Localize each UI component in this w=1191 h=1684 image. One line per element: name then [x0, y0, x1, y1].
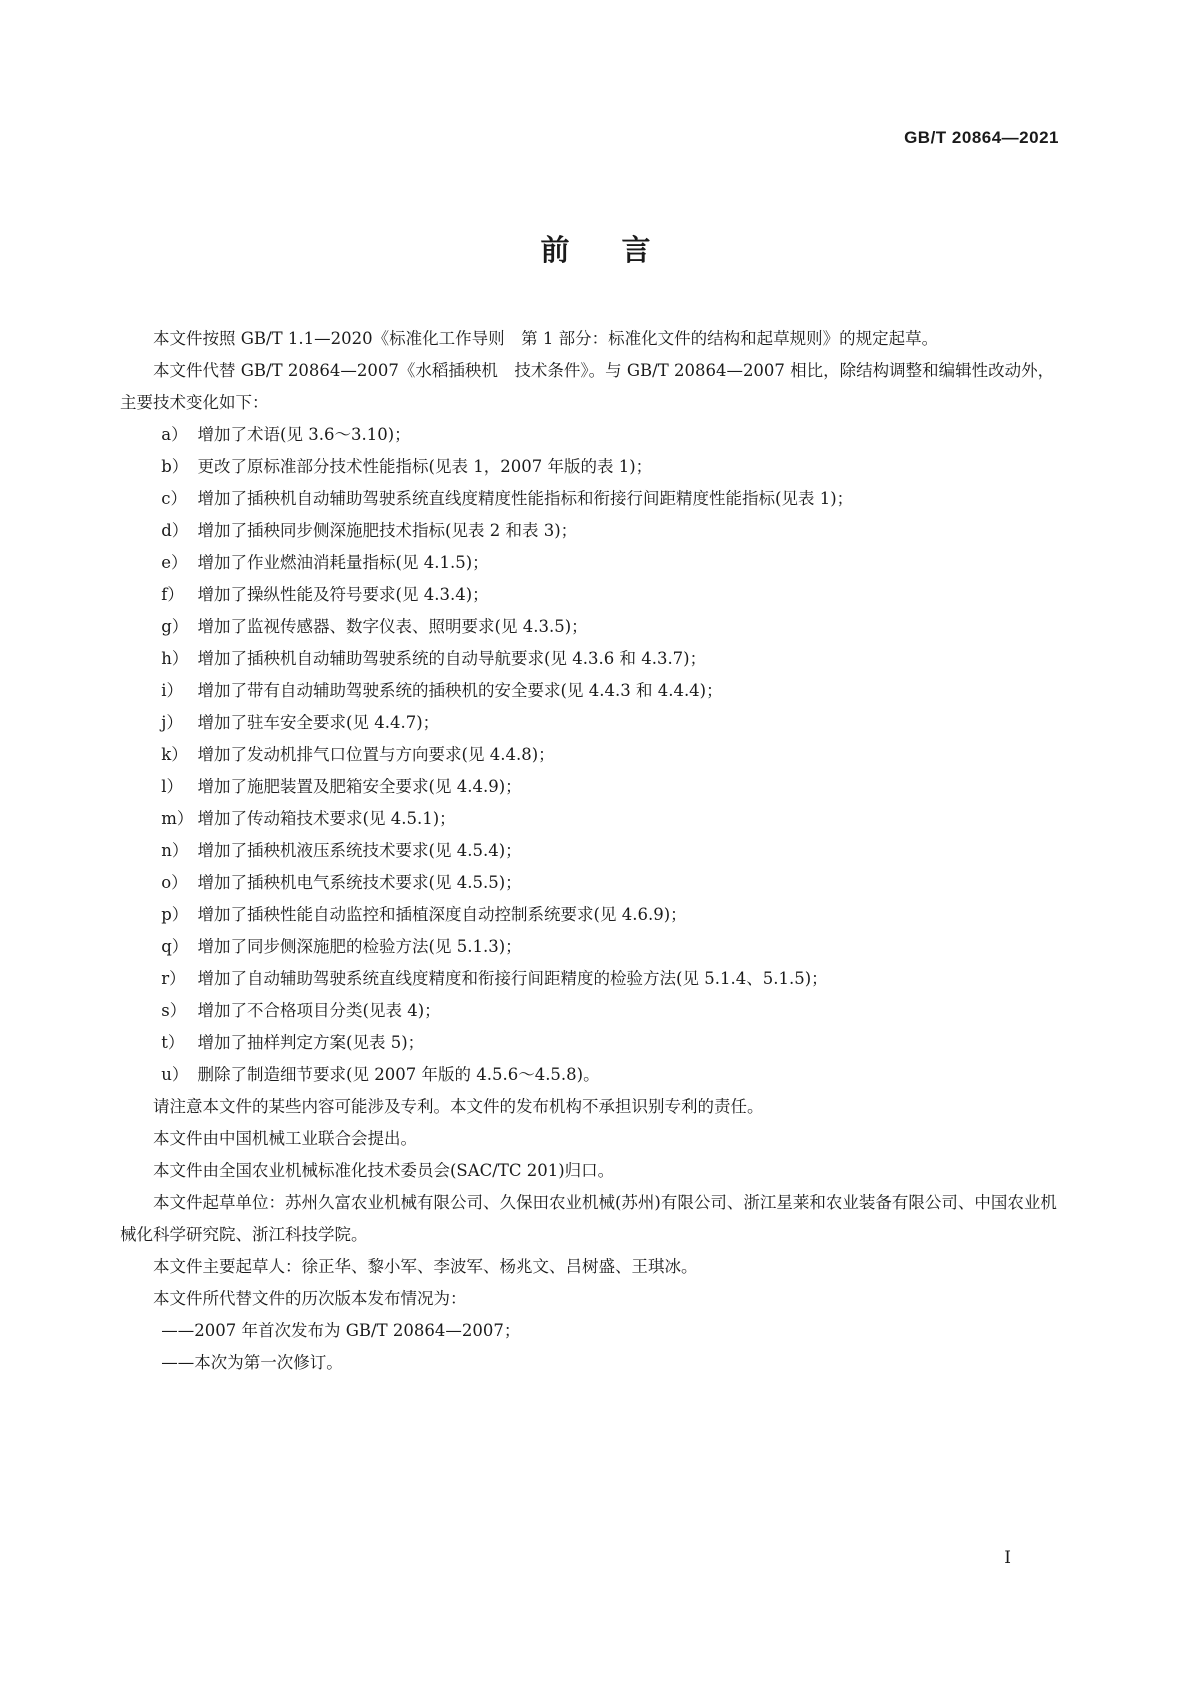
list-marker: c）: [161, 489, 187, 508]
list-item: [120, 995, 1060, 1027]
list-item: [120, 771, 1060, 803]
list-item-text: 增加了操纵性能及符号要求(见 4.3.4)；: [197, 585, 489, 604]
list-marker: r）: [161, 969, 186, 988]
list-item: [120, 835, 1060, 867]
paragraph-drafters: 本文件主要起草人：徐正华、黎小军、李波军、杨兆文、吕树盛、王琪冰。: [153, 1257, 698, 1276]
changes-list: [120, 419, 1060, 1091]
list-item-text: 增加了传动箱技术要求(见 4.5.1)；: [197, 809, 456, 828]
list-item: [120, 963, 1060, 995]
list-item-text: 增加了作业燃油消耗量指标(见 4.1.5)；: [197, 553, 489, 572]
list-marker: p）: [161, 905, 189, 924]
list-marker: n）: [161, 841, 189, 860]
list-marker: d）: [161, 521, 189, 540]
history-item: ——2007 年首次发布为 GB/T 20864—2007；: [161, 1321, 521, 1340]
list-item-text: 增加了发动机排气口位置与方向要求(见 4.4.8)；: [197, 745, 555, 764]
list-item-text: 增加了插秧性能自动监控和插植深度自动控制系统要求(见 4.6.9)；: [197, 905, 687, 924]
list-marker: q）: [161, 937, 189, 956]
list-item-text: 增加了同步侧深施肥的检验方法(见 5.1.3)；: [197, 937, 522, 956]
list-marker: a）: [161, 425, 188, 444]
list-item-text: 增加了施肥装置及肥箱安全要求(见 4.4.9)；: [197, 777, 522, 796]
list-marker: k）: [161, 745, 188, 764]
list-item: [120, 611, 1060, 643]
list-item-text: 删除了制造细节要求(见 2007 年版的 4.5.6～4.5.8)。: [197, 1065, 600, 1084]
list-item: [120, 707, 1060, 739]
list-item-text: 增加了抽样判定方案(见表 5)；: [197, 1033, 425, 1052]
list-marker: b）: [161, 457, 189, 476]
list-item: [120, 739, 1060, 771]
paragraph-version-history: 本文件所代替文件的历次版本发布情况为：: [153, 1289, 467, 1308]
paragraph-under-jurisdiction: 本文件由全国农业机械标准化技术委员会(SAC/TC 201)归口。: [153, 1161, 615, 1180]
standard-number: GB/T 20864—2021: [904, 128, 1059, 147]
list-item-text: 增加了不合格项目分类(见表 4)；: [197, 1001, 441, 1020]
list-item: [120, 451, 1060, 483]
page-number: I: [1004, 1548, 1011, 1568]
list-item-text: 增加了带有自动辅助驾驶系统的插秧机的安全要求(见 4.4.3 和 4.4.4)；: [197, 681, 723, 700]
paragraph-patent-notice: 请注意本文件的某些内容可能涉及专利。本文件的发布机构不承担识别专利的责任。: [153, 1097, 764, 1116]
history-item: ——本次为第一次修订。: [161, 1353, 343, 1372]
list-marker: u）: [161, 1065, 189, 1084]
list-item: [120, 1027, 1060, 1059]
list-item: [120, 931, 1060, 963]
list-item-text: 增加了插秧机液压系统技术要求(见 4.5.4)；: [197, 841, 522, 860]
list-item: [120, 675, 1060, 707]
paragraph-drafting-units: 本文件起草单位：苏州久富农业机械有限公司、久保田农业机械(苏州)有限公司、浙江星莱和农业装备有限公司、中国农业机械化科学研究院、浙江科技学院。: [120, 1193, 1057, 1244]
list-item-text: 增加了术语(见 3.6～3.10)；: [197, 425, 411, 444]
list-item: [120, 547, 1060, 579]
list-item: [120, 579, 1060, 611]
list-item-text: 增加了插秧同步侧深施肥技术指标(见表 2 和表 3)；: [197, 521, 578, 540]
list-item: [120, 1059, 1060, 1091]
paragraph-proposed-by: 本文件由中国机械工业联合会提出。: [153, 1129, 417, 1148]
list-marker: h）: [161, 649, 189, 668]
list-marker: m）: [161, 809, 194, 828]
list-item-text: 增加了插秧机自动辅助驾驶系统直线度精度性能指标和衔接行间距精度性能指标(见表 1)；: [197, 489, 854, 508]
list-marker: j）: [161, 713, 183, 732]
list-marker: i）: [161, 681, 184, 700]
list-marker: f）: [161, 585, 184, 604]
list-item-text: 增加了插秧机电气系统技术要求(见 4.5.5)；: [197, 873, 522, 892]
list-marker: s）: [161, 1001, 187, 1020]
list-item: [120, 867, 1060, 899]
list-item-text: 增加了监视传感器、数字仪表、照明要求(见 4.3.5)；: [197, 617, 588, 636]
list-item: [120, 515, 1060, 547]
list-item: [120, 419, 1060, 451]
list-item: [120, 643, 1060, 675]
list-item: [120, 803, 1060, 835]
list-item-text: 更改了原标准部分技术性能指标(见表 1，2007 年版的表 1)；: [197, 457, 653, 476]
paragraph-replacement: 本文件代替 GB/T 20864—2007《水稻插秧机 技术条件》。与 GB/T 20864—2007 相比，除结构调整和编辑性改动外，主要技术变化如下：: [120, 361, 1055, 412]
list-item: [120, 483, 1060, 515]
list-marker: g）: [161, 617, 189, 636]
list-marker: l）: [161, 777, 184, 796]
list-item-text: 增加了插秧机自动辅助驾驶系统的自动导航要求(见 4.3.6 和 4.3.7)；: [197, 649, 707, 668]
list-item-text: 增加了驻车安全要求(见 4.4.7)；: [197, 713, 440, 732]
list-marker: t）: [161, 1033, 185, 1052]
paragraph-drafting-rules: 本文件按照 GB/T 1.1—2020《标准化工作导则 第 1 部分：标准化文件的结构和起草规则》的规定起草。: [153, 329, 939, 348]
list-item: [120, 899, 1060, 931]
list-marker: o）: [161, 873, 188, 892]
list-marker: e）: [161, 553, 188, 572]
document-body: [120, 323, 1060, 1379]
list-item-text: 增加了自动辅助驾驶系统直线度精度和衔接行间距精度的检验方法(见 5.1.4、5.1.5)；: [197, 969, 828, 988]
page-title: 前言: [540, 233, 703, 267]
